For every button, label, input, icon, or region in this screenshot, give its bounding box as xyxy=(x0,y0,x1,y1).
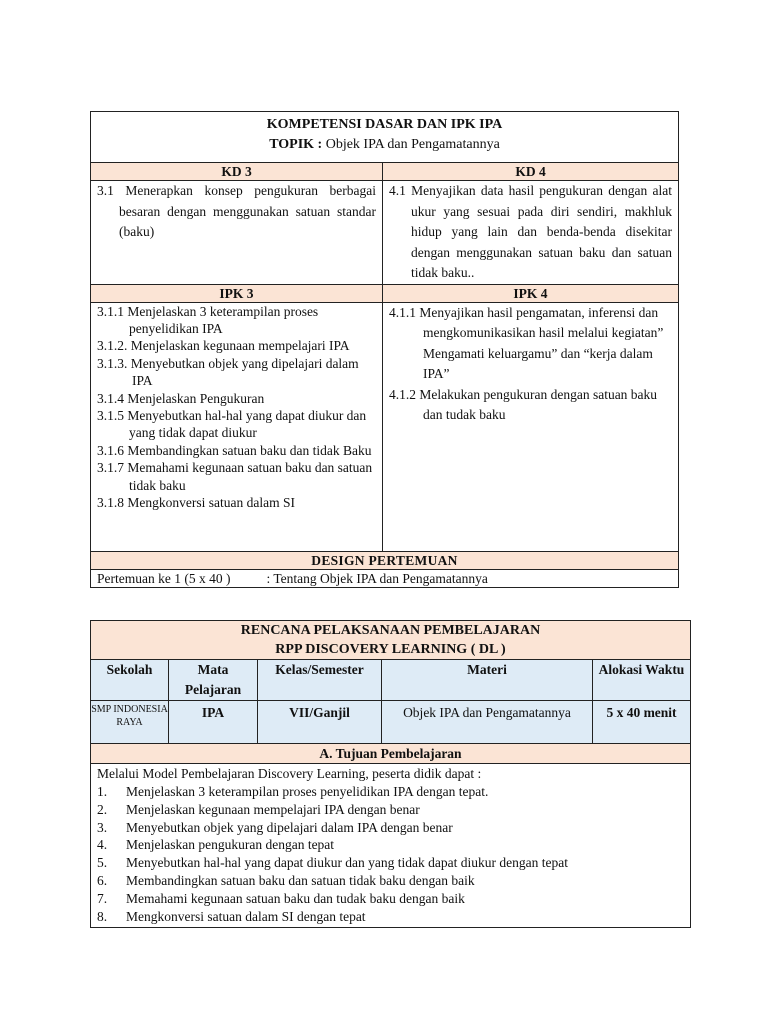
value-materi: Objek IPA dan Pengamatannya xyxy=(382,701,593,744)
kd4-cell xyxy=(383,181,679,285)
meeting-label: Pertemuan ke 1 (5 x 40 ) xyxy=(97,570,231,586)
col-header-alokasi: Alokasi Waktu xyxy=(593,660,691,701)
ipk3-item: 3.1.4 Menjelaskan Pengukuran xyxy=(97,390,265,406)
goal-text: Menjelaskan kegunaan mempelajari IPA dengan benar xyxy=(126,801,420,817)
goal-number: 4. xyxy=(97,837,108,853)
goal-text: Memahami kegunaan satuan baku dan tudak baku dengan baik xyxy=(126,890,465,906)
col-header-materi: Materi xyxy=(382,660,593,701)
list-item xyxy=(97,783,684,801)
goal-number: 2. xyxy=(97,801,108,817)
ipk3-header: IPK 3 xyxy=(91,284,383,302)
goal-number: 6. xyxy=(97,872,108,888)
rpp-title-line2: RPP DISCOVERY LEARNING ( DL ) xyxy=(275,642,506,657)
goal-text: Menjelaskan 3 keterampilan proses penyelidikan IPA dengan tepat. xyxy=(126,784,489,799)
meeting-value: : Tentang Objek IPA dan Pengamatannya xyxy=(266,570,488,586)
kd4-header: KD 4 xyxy=(383,163,679,181)
ipk3-item: 3.1.3. Menyebutkan objek yang dipelajari dalam IPA xyxy=(97,355,359,389)
goal-number: 8. xyxy=(97,908,108,924)
ipk4-item: 4.1.1 Menyajikan hasil pengamatan, inferensi dan mengkomunikasikan hasil melalui kegiatan” Mengamati keluargamu” dan “kerja dalam IPA” xyxy=(389,304,664,381)
design-header: DESIGN PERTEMUAN xyxy=(91,551,679,569)
topic-value: Objek IPA dan Pengamatannya xyxy=(325,137,500,152)
list-item xyxy=(97,819,684,837)
ipk3-cell xyxy=(91,302,383,551)
kompetensi-table xyxy=(90,111,679,588)
list-item xyxy=(97,801,684,819)
rpp-title-line1: RENCANA PELAKSANAAN PEMBELAJARAN xyxy=(240,623,541,638)
value-sekolah: SMP INDONESIA RAYA xyxy=(91,701,169,744)
ipk4-item: 4.1.2 Melakukan pengukuran dengan satuan baku dan tudak baku xyxy=(389,386,658,422)
kompetensi-header xyxy=(91,112,679,163)
tujuan-intro: Melalui Model Pembelajaran Discovery Learning, peserta didik dapat : xyxy=(97,766,482,781)
col-header-mapel: Mata Pelajaran xyxy=(169,660,258,701)
tujuan-header: A. Tujuan Pembelajaran xyxy=(91,744,691,764)
ipk4-cell xyxy=(383,302,679,551)
kd4-text: 4.1 Menyajikan data hasil pengukuran dengan alat ukur yang sesuai pada diri sendiri, makhluk hidup yang lain dan benda-benda disekitar dengan menggunakan satuan baku dan satuan tidak baku.. xyxy=(389,183,672,280)
rpp-header xyxy=(91,621,691,660)
kd3-text: 3.1 Menerapkan konsep pengukuran berbagai besaran dengan menggunakan satuan standar (baku) xyxy=(97,183,376,239)
goal-list xyxy=(97,783,684,925)
goal-text: Menyebutkan objek yang dipelajari dalam IPA dengan benar xyxy=(126,819,453,835)
goal-text: Mengkonversi satuan dalam SI dengan tepat xyxy=(126,908,366,924)
value-alokasi: 5 x 40 menit xyxy=(593,701,691,744)
list-item xyxy=(97,854,684,872)
kd3-header: KD 3 xyxy=(91,163,383,181)
list-item xyxy=(97,890,684,908)
kd3-cell xyxy=(91,181,383,285)
list-item xyxy=(97,872,684,890)
ipk3-item: 3.1.7 Memahami kegunaan satuan baku dan satuan tidak baku xyxy=(97,460,373,493)
tujuan-body xyxy=(91,764,691,928)
ipk3-item: 3.1.5 Menyebutkan hal-hal yang dapat diukur dan yang tidak dapat diukur xyxy=(97,407,367,441)
col-header-kelas: Kelas/Semester xyxy=(258,660,382,701)
ipk3-item: 3.1.2. Menjelaskan kegunaan mempelajari IPA xyxy=(97,338,350,354)
value-kelas: VII/Ganjil xyxy=(258,701,382,744)
goal-number: 7. xyxy=(97,890,108,906)
ipk3-item: 3.1.8 Mengkonversi satuan dalam SI xyxy=(97,494,295,510)
goal-text: Membandingkan satuan baku dan satuan tidak baku dengan baik xyxy=(126,872,475,888)
ipk3-item: 3.1.1 Menjelaskan 3 keterampilan proses penyelidikan IPA xyxy=(97,303,319,336)
goal-number: 5. xyxy=(97,855,108,871)
goal-text: Menyebutkan hal-hal yang dapat diukur dan yang tidak dapat diukur dengan tepat xyxy=(126,855,568,871)
col-header-sekolah: Sekolah xyxy=(91,660,169,701)
list-item xyxy=(97,836,684,854)
goal-number: 3. xyxy=(97,819,108,835)
goal-text: Menjelaskan pengukuran dengan tepat xyxy=(126,837,335,853)
topic-label: TOPIK : xyxy=(269,137,323,152)
goal-number: 1. xyxy=(97,784,108,799)
topic-line xyxy=(91,135,678,155)
ipk4-header: IPK 4 xyxy=(383,284,679,302)
rpp-table xyxy=(90,620,691,928)
ipk3-item: 3.1.6 Membandingkan satuan baku dan tidak Baku xyxy=(97,442,372,458)
list-item xyxy=(97,908,684,926)
kompetensi-title: KOMPETENSI DASAR DAN IPK IPA xyxy=(266,117,503,132)
value-mapel: IPA xyxy=(169,701,258,744)
meeting-row xyxy=(91,569,679,587)
